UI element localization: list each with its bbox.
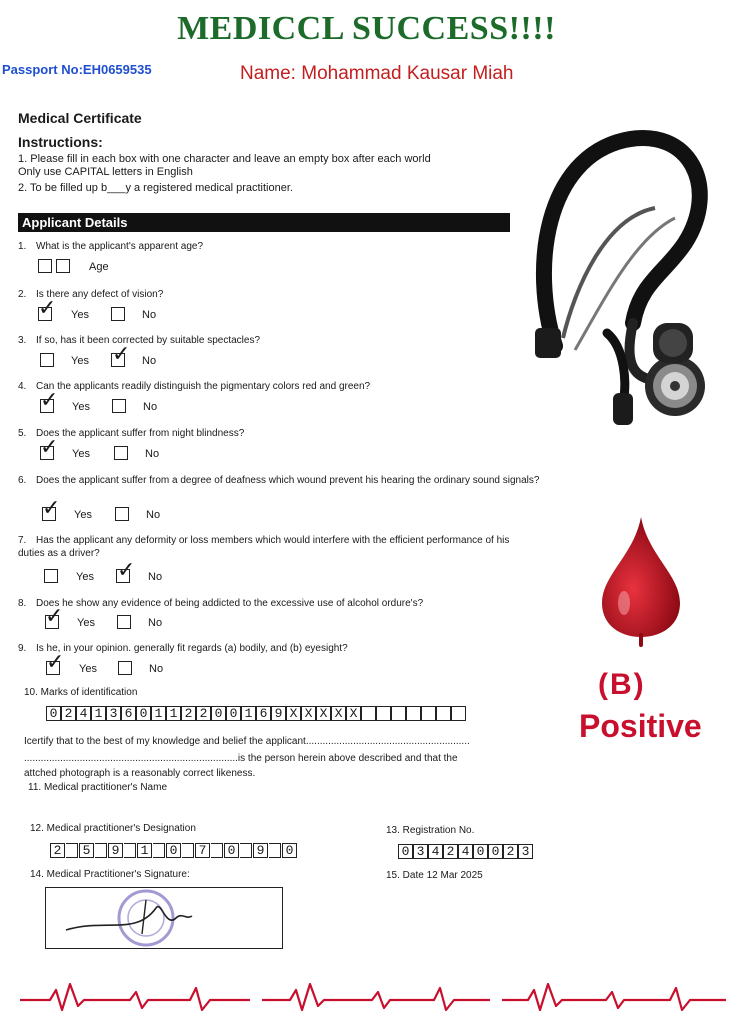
digit-box[interactable]: X	[331, 706, 346, 721]
statement-line: attched photograph is a reasonably correct likeness.	[24, 768, 256, 779]
practitioner-name-label: 11. Medical practitioner's Name	[28, 782, 168, 793]
age-label: Age	[89, 261, 109, 273]
digit-box[interactable]: 1	[241, 706, 256, 721]
digit-box[interactable]: 5	[79, 843, 94, 858]
digit-box[interactable]: 0	[488, 844, 503, 859]
digit-box[interactable]: 0	[473, 844, 488, 859]
digit-box[interactable]	[451, 706, 466, 721]
signature-box	[45, 887, 283, 949]
empty-digit-box	[269, 843, 281, 858]
marks-digit-row	[46, 706, 466, 721]
no-checkbox[interactable]	[111, 307, 125, 321]
digit-box[interactable]: 0	[166, 843, 181, 858]
checkmark-icon: ✓	[40, 388, 59, 413]
empty-digit-box	[66, 843, 78, 858]
digit-box[interactable]: 0	[224, 843, 239, 858]
digit-box[interactable]: 2	[61, 706, 76, 721]
applicant-name: Name: Mohammad Kausar Miah	[240, 63, 514, 84]
digit-box[interactable]: 6	[256, 706, 271, 721]
yes-label: Yes	[77, 617, 95, 629]
no-label: No	[148, 617, 163, 629]
digit-box[interactable]: 1	[91, 706, 106, 721]
digit-box[interactable]: 3	[518, 844, 533, 859]
empty-digit-box	[153, 843, 165, 858]
registration-label: 13. Registration No.	[386, 825, 475, 836]
digit-box[interactable]: 4	[458, 844, 473, 859]
no-checkbox[interactable]	[118, 661, 132, 675]
statement-line: Icertify that to the best of my knowledge and belief the applicant...........................................................	[24, 736, 470, 747]
digit-box[interactable]: 1	[137, 843, 152, 858]
question-7: 7. Has the applicant any deformity or loss members which would interfere with the efficient performance of his duties as a driver?	[18, 535, 510, 559]
instructions-heading: Instructions:	[18, 134, 103, 150]
digit-box[interactable]: 6	[121, 706, 136, 721]
question-9: 9. Is he, in your opinion. generally fit regards (a) bodily, and (b) eyesight?	[18, 643, 348, 654]
no-label: No	[145, 448, 160, 460]
digit-box[interactable]: 3	[413, 844, 428, 859]
digit-box[interactable]: 0	[282, 843, 297, 858]
digit-box[interactable]: X	[286, 706, 301, 721]
yes-label: Yes	[72, 448, 90, 460]
statement-line: .............................................................................is the person herein above described and that the	[24, 753, 458, 764]
heartbeat-line-icon	[0, 978, 733, 1018]
digit-box[interactable]: 1	[151, 706, 166, 721]
digit-box[interactable]	[436, 706, 451, 721]
question-3: 3. If so, has it been corrected by suitable spectacles?	[18, 335, 261, 346]
checkmark-icon: ✓	[45, 604, 64, 629]
yes-label: Yes	[74, 509, 92, 521]
no-label: No	[142, 355, 157, 367]
checkmark-icon: ✓	[117, 558, 136, 583]
digit-box[interactable]	[361, 706, 376, 721]
instruction-line: Only use CAPITAL letters in English	[18, 166, 193, 178]
digit-box[interactable]: 2	[181, 706, 196, 721]
no-checkbox[interactable]	[112, 399, 126, 413]
digit-box[interactable]: 0	[136, 706, 151, 721]
marks-label: 10. Marks of identification	[24, 687, 138, 698]
yes-checkbox[interactable]	[40, 353, 54, 367]
checkmark-icon: ✓	[42, 496, 61, 521]
yes-label: Yes	[71, 355, 89, 367]
checkmark-icon: ✓	[112, 342, 131, 367]
age-digit-box[interactable]	[56, 259, 70, 273]
passport-number: Passport No:EH0659535	[2, 62, 152, 77]
checkmark-icon: ✓	[40, 435, 59, 460]
no-label: No	[142, 309, 157, 321]
digit-box[interactable]: 9	[271, 706, 286, 721]
digit-box[interactable]	[406, 706, 421, 721]
yes-label: Yes	[72, 401, 90, 413]
digit-box[interactable]: 0	[46, 706, 61, 721]
signature-label: 14. Medical Practitioner's Signature:	[30, 869, 190, 880]
designation-digit-row	[50, 843, 298, 858]
checkmark-icon: ✓	[46, 650, 65, 675]
digit-box[interactable]: 2	[503, 844, 518, 859]
digit-box[interactable]: X	[301, 706, 316, 721]
digit-box[interactable]	[421, 706, 436, 721]
yes-label: Yes	[79, 663, 97, 675]
digit-box[interactable]: 9	[108, 843, 123, 858]
no-checkbox[interactable]	[117, 615, 131, 629]
instruction-line: 2. To be filled up b___y a registered medical practitioner.	[18, 182, 293, 194]
blood-rh: Positive	[579, 708, 702, 744]
empty-digit-box	[124, 843, 136, 858]
digit-box[interactable]: 2	[50, 843, 65, 858]
checkmark-icon: ✓	[38, 296, 57, 321]
digit-box[interactable]: 0	[226, 706, 241, 721]
section-header: Applicant Details	[18, 213, 510, 232]
page-title: MEDICCL SUCCESS!!!!	[177, 10, 556, 47]
empty-digit-box	[95, 843, 107, 858]
certificate-title: Medical Certificate	[18, 110, 142, 126]
no-checkbox[interactable]	[114, 446, 128, 460]
digit-box[interactable]: 3	[106, 706, 121, 721]
blood-type: (B)	[598, 668, 646, 701]
digit-box[interactable]: X	[316, 706, 331, 721]
no-label: No	[149, 663, 164, 675]
empty-digit-box	[240, 843, 252, 858]
no-label: No	[148, 571, 163, 583]
date-label: 15. Date 12 Mar 2025	[386, 870, 483, 881]
digit-box[interactable]: 4	[428, 844, 443, 859]
age-digit-box[interactable]	[38, 259, 52, 273]
digit-box[interactable]	[391, 706, 406, 721]
yes-label: Yes	[71, 309, 89, 321]
digit-box[interactable]: 2	[443, 844, 458, 859]
digit-box[interactable]: X	[346, 706, 361, 721]
no-checkbox[interactable]	[115, 507, 129, 521]
digit-box[interactable]: 1	[166, 706, 181, 721]
digit-box[interactable]: 7	[195, 843, 210, 858]
question-4: 4. Can the applicants readily distinguish the pigmentary colors red and green?	[18, 381, 371, 392]
empty-digit-box	[182, 843, 194, 858]
question-1: 1. What is the applicant's apparent age?	[18, 241, 204, 252]
question-2: 2. Is there any defect of vision?	[18, 289, 164, 300]
digit-box[interactable]: 0	[211, 706, 226, 721]
digit-box[interactable]: 4	[76, 706, 91, 721]
empty-digit-box	[211, 843, 223, 858]
digit-box[interactable]: 0	[398, 844, 413, 859]
no-label: No	[146, 509, 161, 521]
digit-box[interactable]	[376, 706, 391, 721]
digit-box[interactable]: 9	[253, 843, 268, 858]
registration-digit-row	[398, 844, 533, 859]
yes-label: Yes	[76, 571, 94, 583]
yes-checkbox[interactable]	[44, 569, 58, 583]
digit-box[interactable]: 2	[196, 706, 211, 721]
question-8: 8. Does he show any evidence of being addicted to the excessive use of alcohol ordure's?	[18, 598, 424, 609]
signature-seal-icon	[46, 888, 282, 948]
blood-drop-icon	[596, 515, 686, 650]
designation-label: 12. Medical practitioner's Designation	[30, 823, 196, 834]
no-label: No	[143, 401, 158, 413]
instruction-line: 1. Please fill in each box with one character and leave an empty box after each world	[18, 153, 431, 165]
question-5: 5. Does the applicant suffer from night blindness?	[18, 428, 245, 439]
question-6: 6. Does the applicant suffer from a degree of deafness which wound prevent his hearing the ordinary sound signals?	[18, 475, 540, 486]
